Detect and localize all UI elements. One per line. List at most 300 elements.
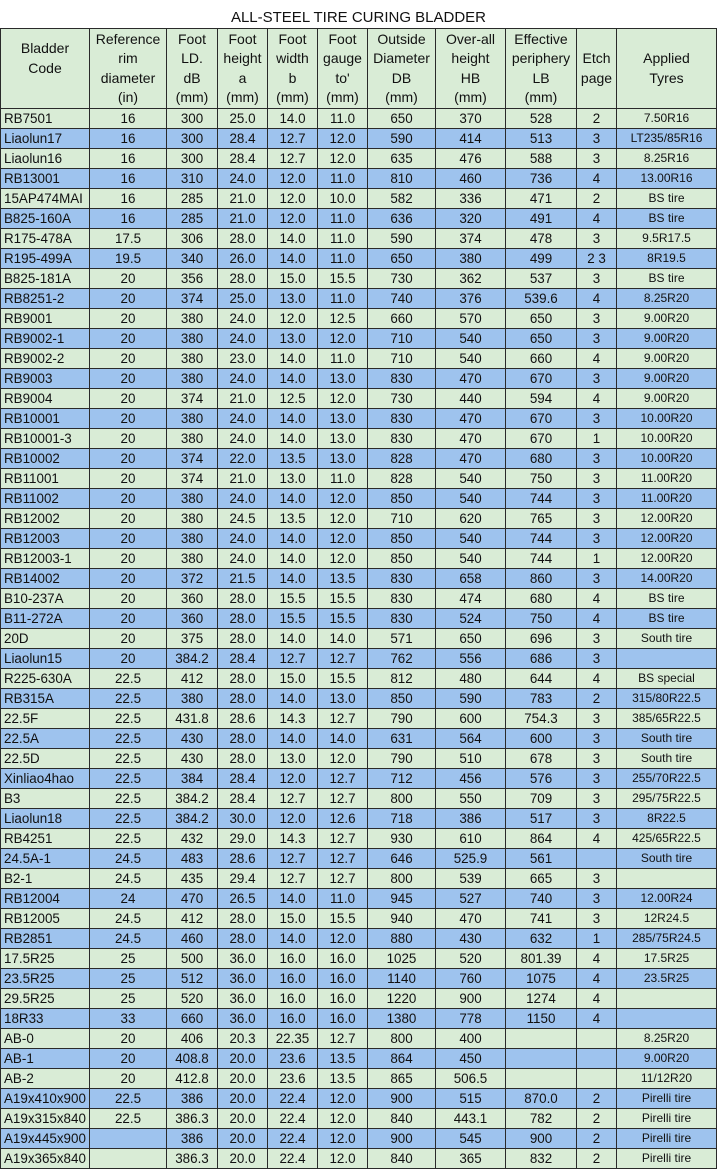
table-cell[interactable]: 20 (90, 1029, 167, 1049)
table-cell[interactable]: 380 (167, 509, 218, 529)
bladder-code-cell[interactable]: 24.5A-1 (1, 849, 90, 869)
table-cell[interactable]: 12.0 (318, 1149, 368, 1169)
table-cell[interactable]: 20.0 (218, 1149, 268, 1169)
table-cell[interactable]: 360 (167, 609, 218, 629)
bladder-code-cell[interactable]: AB-0 (1, 1029, 90, 1049)
table-cell[interactable]: 386 (167, 1089, 218, 1109)
applied-tyres-cell[interactable]: BS tire (617, 269, 717, 289)
applied-tyres-cell[interactable]: BS tire (617, 189, 717, 209)
table-cell[interactable] (506, 1069, 577, 1089)
table-cell[interactable]: 2 (577, 1109, 617, 1129)
applied-tyres-cell[interactable]: 8.25R20 (617, 289, 717, 309)
table-cell[interactable]: 561 (506, 849, 577, 869)
table-cell[interactable]: 22.4 (268, 1129, 318, 1149)
table-cell[interactable]: 3 (577, 809, 617, 829)
table-cell[interactable]: 360 (167, 589, 218, 609)
table-cell[interactable]: 646 (368, 849, 436, 869)
table-cell[interactable]: 24.5 (218, 509, 268, 529)
table-cell[interactable]: 12.0 (318, 1089, 368, 1109)
table-cell[interactable]: 28.4 (218, 789, 268, 809)
table-cell[interactable]: 14.0 (268, 629, 318, 649)
table-cell[interactable]: 28.0 (218, 689, 268, 709)
table-cell[interactable]: 520 (167, 989, 218, 1009)
table-cell[interactable]: 13.0 (318, 449, 368, 469)
table-cell[interactable]: 12.0 (318, 929, 368, 949)
table-cell[interactable]: 670 (506, 429, 577, 449)
table-cell[interactable]: 945 (368, 889, 436, 909)
table-cell[interactable]: 4 (577, 1009, 617, 1029)
table-cell[interactable]: 22.5 (90, 769, 167, 789)
table-cell[interactable]: 539.6 (506, 289, 577, 309)
table-cell[interactable]: 4 (577, 989, 617, 1009)
table-cell[interactable]: 510 (436, 749, 506, 769)
table-cell[interactable]: 33 (90, 1009, 167, 1029)
table-cell[interactable]: 3 (577, 469, 617, 489)
table-cell[interactable]: 21.0 (218, 389, 268, 409)
table-cell[interactable]: 4 (577, 589, 617, 609)
table-cell[interactable]: 760 (436, 969, 506, 989)
table-cell[interactable]: 14.0 (318, 729, 368, 749)
table-cell[interactable]: 610 (436, 829, 506, 849)
table-cell[interactable]: 800 (368, 1029, 436, 1049)
table-cell[interactable]: 2 (577, 1129, 617, 1149)
table-cell[interactable]: 513 (506, 129, 577, 149)
table-cell[interactable]: 12.7 (268, 149, 318, 169)
table-cell[interactable]: 13.0 (268, 749, 318, 769)
table-cell[interactable]: 14.0 (268, 569, 318, 589)
bladder-code-cell[interactable]: 23.5R25 (1, 969, 90, 989)
table-cell[interactable]: 24.0 (218, 529, 268, 549)
table-cell[interactable]: 450 (436, 1049, 506, 1069)
table-cell[interactable]: 386 (436, 809, 506, 829)
table-cell[interactable]: 28.0 (218, 609, 268, 629)
table-cell[interactable]: 500 (167, 949, 218, 969)
table-cell[interactable]: 525.9 (436, 849, 506, 869)
applied-tyres-cell[interactable]: 11.00R20 (617, 489, 717, 509)
table-cell[interactable]: 15.5 (318, 609, 368, 629)
table-cell[interactable]: 470 (436, 409, 506, 429)
table-cell[interactable]: 24.0 (218, 409, 268, 429)
table-cell[interactable]: 20 (90, 449, 167, 469)
applied-tyres-cell[interactable]: 255/70R22.5 (617, 769, 717, 789)
table-cell[interactable]: 12.0 (268, 209, 318, 229)
table-cell[interactable]: 412 (167, 669, 218, 689)
table-cell[interactable]: 11.0 (318, 349, 368, 369)
table-cell[interactable]: 29.0 (218, 829, 268, 849)
table-cell[interactable]: 710 (368, 509, 436, 529)
table-cell[interactable]: 24.5 (90, 869, 167, 889)
table-cell[interactable]: 386 (167, 1129, 218, 1149)
table-row[interactable] (1, 809, 717, 829)
table-cell[interactable]: 13.0 (268, 329, 318, 349)
table-cell[interactable]: 12.0 (268, 769, 318, 789)
applied-tyres-cell[interactable]: 9.00R20 (617, 369, 717, 389)
table-cell[interactable]: 20 (90, 389, 167, 409)
table-cell[interactable]: 528 (506, 109, 577, 129)
table-cell[interactable]: 2 (577, 109, 617, 129)
table-cell[interactable]: 13.0 (318, 409, 368, 429)
table-cell[interactable]: 20 (90, 549, 167, 569)
table-cell[interactable]: 28.0 (218, 229, 268, 249)
table-cell[interactable]: 20 (90, 289, 167, 309)
table-cell[interactable]: 386.3 (167, 1149, 218, 1169)
table-cell[interactable]: 21.5 (218, 569, 268, 589)
table-cell[interactable]: 28.4 (218, 649, 268, 669)
applied-tyres-cell[interactable]: 8.25R20 (617, 1029, 717, 1049)
table-cell[interactable]: 12.0 (318, 129, 368, 149)
table-row[interactable] (1, 949, 717, 969)
table-cell[interactable]: 658 (436, 569, 506, 589)
table-cell[interactable]: 380 (167, 369, 218, 389)
table-cell[interactable]: 15.5 (318, 909, 368, 929)
table-cell[interactable]: 4 (577, 289, 617, 309)
table-cell[interactable]: 12.0 (318, 749, 368, 769)
table-cell[interactable]: 12.0 (318, 329, 368, 349)
table-cell[interactable]: 3 (577, 509, 617, 529)
table-cell[interactable]: 22.5 (90, 1089, 167, 1109)
table-cell[interactable]: 13.5 (268, 509, 318, 529)
applied-tyres-cell[interactable] (617, 1009, 717, 1029)
table-row[interactable] (1, 1009, 717, 1029)
table-cell[interactable]: 474 (436, 589, 506, 609)
table-cell[interactable]: 696 (506, 629, 577, 649)
table-cell[interactable]: 860 (506, 569, 577, 589)
table-cell[interactable]: 4 (577, 829, 617, 849)
table-row[interactable] (1, 509, 717, 529)
table-cell[interactable] (577, 1069, 617, 1089)
table-cell[interactable]: 12.0 (318, 149, 368, 169)
table-cell[interactable]: 24.0 (218, 309, 268, 329)
table-row[interactable] (1, 469, 717, 489)
table-cell[interactable]: 16.0 (268, 949, 318, 969)
bladder-code-cell[interactable]: RB2851 (1, 929, 90, 949)
table-cell[interactable]: 660 (167, 1009, 218, 1029)
table-cell[interactable]: 20 (90, 429, 167, 449)
table-cell[interactable]: 2 (577, 189, 617, 209)
table-row[interactable] (1, 589, 717, 609)
bladder-code-cell[interactable]: RB13001 (1, 169, 90, 189)
table-cell[interactable]: 20 (90, 529, 167, 549)
table-cell[interactable]: 4 (577, 169, 617, 189)
table-cell[interactable]: 12.7 (268, 849, 318, 869)
table-cell[interactable]: 506.5 (436, 1069, 506, 1089)
table-row[interactable] (1, 789, 717, 809)
table-cell[interactable]: 14.0 (268, 529, 318, 549)
table-cell[interactable]: 306 (167, 229, 218, 249)
table-cell[interactable]: 540 (436, 529, 506, 549)
table-cell[interactable]: 412 (167, 909, 218, 929)
table-cell[interactable]: 408.8 (167, 1049, 218, 1069)
table-cell[interactable]: 660 (506, 349, 577, 369)
table-row[interactable] (1, 369, 717, 389)
table-cell[interactable]: 3 (577, 789, 617, 809)
table-cell[interactable]: 20 (90, 469, 167, 489)
applied-tyres-cell[interactable] (617, 869, 717, 889)
table-cell[interactable]: 12.5 (268, 389, 318, 409)
table-cell[interactable]: 20 (90, 269, 167, 289)
table-cell[interactable]: 285 (167, 209, 218, 229)
table-cell[interactable]: 11.0 (318, 249, 368, 269)
table-cell[interactable]: 16.0 (268, 969, 318, 989)
table-cell[interactable]: 10.0 (318, 189, 368, 209)
table-cell[interactable]: 22.5 (90, 829, 167, 849)
table-cell[interactable]: 22.5 (90, 689, 167, 709)
table-cell[interactable]: 12.0 (318, 549, 368, 569)
table-cell[interactable]: 870.0 (506, 1089, 577, 1109)
table-cell[interactable]: 12.7 (318, 1029, 368, 1049)
table-cell[interactable]: 16 (90, 189, 167, 209)
table-cell[interactable]: 28.6 (218, 849, 268, 869)
table-cell[interactable]: 1075 (506, 969, 577, 989)
table-row[interactable] (1, 669, 717, 689)
table-cell[interactable]: 801.39 (506, 949, 577, 969)
table-cell[interactable]: 356 (167, 269, 218, 289)
applied-tyres-cell[interactable]: 12.00R20 (617, 529, 717, 549)
bladder-code-cell[interactable]: RB9001 (1, 309, 90, 329)
table-cell[interactable]: 22.5 (90, 729, 167, 749)
table-cell[interactable]: 744 (506, 489, 577, 509)
table-cell[interactable]: 20 (90, 409, 167, 429)
table-cell[interactable]: 11.0 (318, 169, 368, 189)
table-cell[interactable]: 765 (506, 509, 577, 529)
table-cell[interactable]: 370 (436, 109, 506, 129)
table-cell[interactable]: 14.0 (268, 489, 318, 509)
table-cell[interactable]: 709 (506, 789, 577, 809)
table-cell[interactable]: 540 (436, 349, 506, 369)
applied-tyres-cell[interactable]: 8R22.5 (617, 809, 717, 829)
table-row[interactable] (1, 629, 717, 649)
table-row[interactable] (1, 329, 717, 349)
table-cell[interactable]: 499 (506, 249, 577, 269)
applied-tyres-cell[interactable]: 8R19.5 (617, 249, 717, 269)
bladder-code-cell[interactable]: RB14002 (1, 569, 90, 589)
table-row[interactable] (1, 109, 717, 129)
table-cell[interactable]: 588 (506, 149, 577, 169)
table-cell[interactable]: 665 (506, 869, 577, 889)
table-cell[interactable]: 520 (436, 949, 506, 969)
table-cell[interactable]: 3 (577, 149, 617, 169)
table-cell[interactable]: 380 (167, 529, 218, 549)
table-cell[interactable]: 631 (368, 729, 436, 749)
table-cell[interactable]: 13.0 (318, 689, 368, 709)
table-cell[interactable]: 744 (506, 529, 577, 549)
table-row[interactable] (1, 1129, 717, 1149)
table-cell[interactable]: 13.0 (268, 469, 318, 489)
table-cell[interactable]: 14.0 (268, 549, 318, 569)
table-cell[interactable]: 21.0 (218, 469, 268, 489)
applied-tyres-cell[interactable]: 10.00R20 (617, 449, 717, 469)
table-cell[interactable]: 3 (577, 229, 617, 249)
table-row[interactable] (1, 309, 717, 329)
table-cell[interactable]: 384.2 (167, 789, 218, 809)
table-cell[interactable]: 300 (167, 129, 218, 149)
table-cell[interactable]: 524 (436, 609, 506, 629)
table-cell[interactable]: 430 (167, 749, 218, 769)
bladder-code-cell[interactable]: 18R33 (1, 1009, 90, 1029)
table-cell[interactable]: 840 (368, 1149, 436, 1169)
table-cell[interactable]: 1025 (368, 949, 436, 969)
table-cell[interactable]: 545 (436, 1129, 506, 1149)
table-cell[interactable]: 380 (167, 409, 218, 429)
table-cell[interactable]: 1 (577, 429, 617, 449)
table-cell[interactable]: 15.0 (268, 669, 318, 689)
table-cell[interactable]: 576 (506, 769, 577, 789)
bladder-code-cell[interactable]: RB9002-1 (1, 329, 90, 349)
table-cell[interactable]: 14.0 (268, 729, 318, 749)
bladder-code-cell[interactable]: A19x365x840 (1, 1149, 90, 1169)
table-cell[interactable]: 730 (368, 389, 436, 409)
table-cell[interactable]: 540 (436, 329, 506, 349)
table-cell[interactable]: 28.0 (218, 589, 268, 609)
table-cell[interactable]: 12.7 (318, 829, 368, 849)
applied-tyres-cell[interactable]: 11.00R20 (617, 469, 717, 489)
table-cell[interactable]: 14.0 (268, 249, 318, 269)
table-cell[interactable]: 790 (368, 709, 436, 729)
table-cell[interactable]: 25 (90, 969, 167, 989)
table-cell[interactable]: 20 (90, 649, 167, 669)
table-cell[interactable]: 24.0 (218, 549, 268, 569)
table-cell[interactable]: 930 (368, 829, 436, 849)
table-cell[interactable]: 3 (577, 129, 617, 149)
table-cell[interactable]: 670 (506, 369, 577, 389)
table-cell[interactable]: 310 (167, 169, 218, 189)
table-cell[interactable]: 3 (577, 729, 617, 749)
table-cell[interactable]: 790 (368, 749, 436, 769)
table-cell[interactable]: 830 (368, 369, 436, 389)
table-cell[interactable]: 20 (90, 349, 167, 369)
table-cell[interactable]: 22.5 (90, 669, 167, 689)
bladder-code-cell[interactable]: B2-1 (1, 869, 90, 889)
table-cell[interactable]: 537 (506, 269, 577, 289)
applied-tyres-cell[interactable]: 7.50R16 (617, 109, 717, 129)
table-cell[interactable]: 14.3 (268, 709, 318, 729)
table-cell[interactable]: 512 (167, 969, 218, 989)
table-cell[interactable]: 384.2 (167, 649, 218, 669)
bladder-code-cell[interactable]: B3 (1, 789, 90, 809)
table-cell[interactable]: 590 (368, 229, 436, 249)
applied-tyres-cell[interactable]: BS tire (617, 209, 717, 229)
applied-tyres-cell[interactable]: South tire (617, 849, 717, 869)
bladder-code-cell[interactable]: AB-2 (1, 1069, 90, 1089)
column-header[interactable] (1, 29, 90, 109)
table-cell[interactable]: 16 (90, 109, 167, 129)
column-header[interactable] (368, 29, 436, 109)
table-cell[interactable]: 20 (90, 1049, 167, 1069)
table-cell[interactable]: 4 (577, 969, 617, 989)
bladder-code-cell[interactable]: RB12004 (1, 889, 90, 909)
table-cell[interactable]: 4 (577, 949, 617, 969)
table-cell[interactable]: 386.3 (167, 1109, 218, 1129)
table-cell[interactable]: 14.0 (268, 429, 318, 449)
table-cell[interactable]: 24.5 (90, 909, 167, 929)
applied-tyres-cell[interactable]: 11/12R20 (617, 1069, 717, 1089)
bladder-code-cell[interactable]: A19x410x900 (1, 1089, 90, 1109)
table-row[interactable] (1, 769, 717, 789)
table-cell[interactable]: 670 (506, 409, 577, 429)
table-cell[interactable]: 374 (167, 289, 218, 309)
table-cell[interactable]: 20 (90, 329, 167, 349)
table-cell[interactable]: 3 (577, 909, 617, 929)
table-row[interactable] (1, 429, 717, 449)
table-cell[interactable]: 16 (90, 209, 167, 229)
table-cell[interactable]: 517 (506, 809, 577, 829)
table-cell[interactable]: 374 (167, 449, 218, 469)
table-cell[interactable]: 540 (436, 549, 506, 569)
applied-tyres-cell[interactable]: 9.00R20 (617, 349, 717, 369)
table-cell[interactable]: 3 (577, 569, 617, 589)
table-cell[interactable]: 650 (368, 249, 436, 269)
table-cell[interactable]: 24 (90, 889, 167, 909)
table-cell[interactable]: 730 (368, 269, 436, 289)
table-cell[interactable]: 20 (90, 369, 167, 389)
table-cell[interactable]: 830 (368, 589, 436, 609)
table-cell[interactable]: 11.0 (318, 289, 368, 309)
table-cell[interactable]: 19.5 (90, 249, 167, 269)
table-cell[interactable]: 680 (506, 449, 577, 469)
table-cell[interactable]: 380 (167, 329, 218, 349)
table-cell[interactable]: 374 (167, 469, 218, 489)
table-cell[interactable]: 23.6 (268, 1069, 318, 1089)
table-cell[interactable]: 376 (436, 289, 506, 309)
bladder-code-cell[interactable]: 22.5F (1, 709, 90, 729)
table-cell[interactable]: 16.0 (318, 969, 368, 989)
table-cell[interactable]: 14.0 (268, 929, 318, 949)
bladder-code-cell[interactable]: RB12002 (1, 509, 90, 529)
table-row[interactable] (1, 929, 717, 949)
table-cell[interactable]: 14.0 (268, 409, 318, 429)
table-cell[interactable]: 12.0 (268, 809, 318, 829)
table-cell[interactable]: 880 (368, 929, 436, 949)
table-cell[interactable]: 375 (167, 629, 218, 649)
table-cell[interactable]: 470 (436, 429, 506, 449)
bladder-code-cell[interactable]: Liaolun16 (1, 149, 90, 169)
bladder-code-cell[interactable]: B10-237A (1, 589, 90, 609)
table-cell[interactable]: 556 (436, 649, 506, 669)
table-cell[interactable]: 20 (90, 309, 167, 329)
table-cell[interactable]: 456 (436, 769, 506, 789)
table-cell[interactable]: 828 (368, 469, 436, 489)
applied-tyres-cell[interactable]: 12.00R24 (617, 889, 717, 909)
table-cell[interactable]: 380 (436, 249, 506, 269)
table-cell[interactable]: 22.35 (268, 1029, 318, 1049)
table-cell[interactable]: 30.0 (218, 809, 268, 829)
table-cell[interactable]: 736 (506, 169, 577, 189)
bladder-code-cell[interactable]: RB10001 (1, 409, 90, 429)
table-cell[interactable]: 710 (368, 349, 436, 369)
applied-tyres-cell[interactable]: BS tire (617, 589, 717, 609)
table-cell[interactable]: 12.7 (318, 649, 368, 669)
table-cell[interactable]: 13.5 (318, 1049, 368, 1069)
table-cell[interactable]: 1150 (506, 1009, 577, 1029)
bladder-code-cell[interactable]: 15AP474MAI (1, 189, 90, 209)
table-row[interactable] (1, 209, 717, 229)
table-cell[interactable]: 28.4 (218, 149, 268, 169)
table-cell[interactable]: 12.7 (318, 869, 368, 889)
table-cell[interactable]: 300 (167, 149, 218, 169)
applied-tyres-cell[interactable]: South tire (617, 729, 717, 749)
column-header[interactable] (268, 29, 318, 109)
bladder-code-cell[interactable]: RB8251-2 (1, 289, 90, 309)
table-cell[interactable]: 650 (368, 109, 436, 129)
table-cell[interactable]: 22.0 (218, 449, 268, 469)
table-cell[interactable]: 4 (577, 389, 617, 409)
table-cell[interactable]: 12.5 (318, 309, 368, 329)
table-cell[interactable]: 12.7 (318, 709, 368, 729)
table-cell[interactable]: 400 (436, 1029, 506, 1049)
applied-tyres-cell[interactable]: Pirelli tire (617, 1109, 717, 1129)
bladder-code-cell[interactable]: RB12003 (1, 529, 90, 549)
applied-tyres-cell[interactable]: BS special (617, 669, 717, 689)
